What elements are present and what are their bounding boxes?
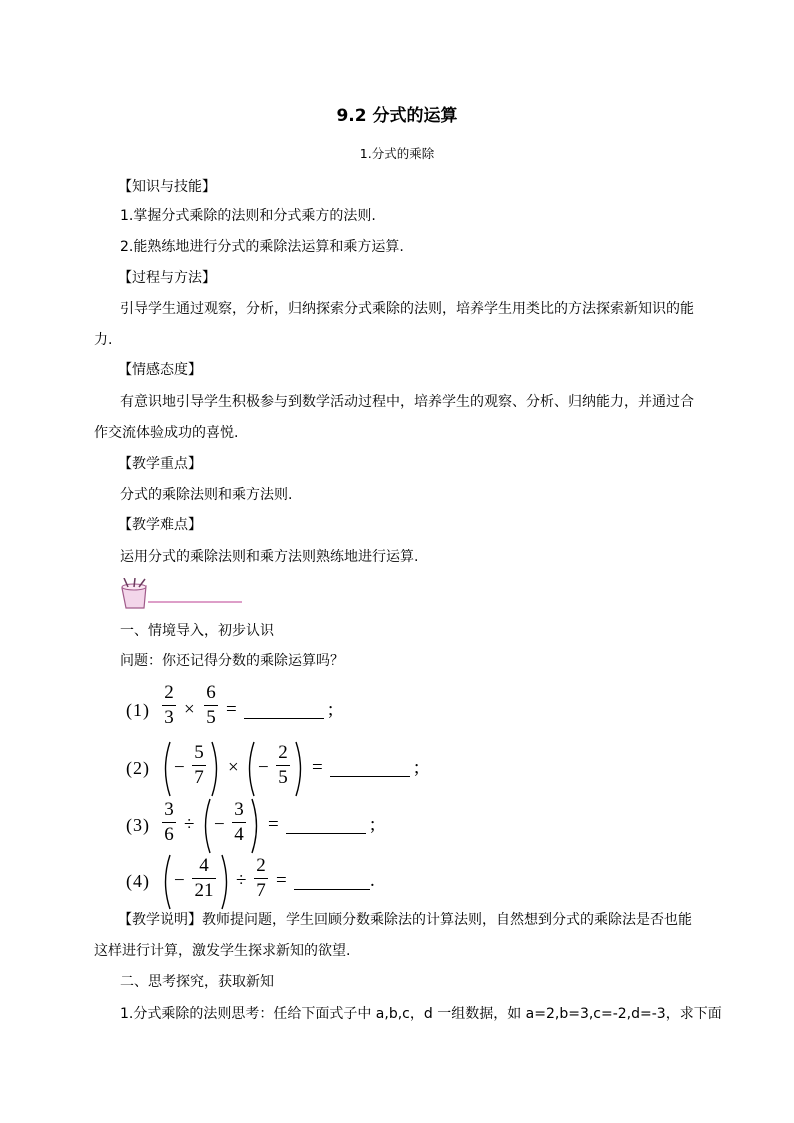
- punctuation: ;: [414, 757, 420, 778]
- equation-label: (1): [126, 700, 150, 720]
- paragraph: 1.分式乘除的法则思考：任给下面式子中 a,b,c，d 一组数据，如 a=2,b=3,c=-2,d=-3，求下面: [120, 1006, 722, 1022]
- denominator: 4: [234, 824, 244, 845]
- equation-4: [124, 853, 384, 913]
- question: 问题：你还记得分数的乘除运算吗？: [120, 653, 344, 669]
- paragraph: 作交流体验成功的喜悦.: [94, 425, 239, 441]
- section-heading: 一、情境导入，初步认识: [120, 623, 274, 639]
- operator: ÷: [184, 814, 195, 835]
- paragraph: 2.能熟练地进行分式的乘除法运算和乘方运算.: [120, 239, 404, 255]
- paragraph: 这样进行计算，激发学生探求新知的欲望.: [94, 943, 351, 959]
- equation-label: (3): [126, 815, 150, 835]
- left-paren: [244, 740, 256, 798]
- denominator: 5: [206, 707, 216, 728]
- numerator: 2: [256, 855, 266, 876]
- heading-knowledge-skills: 【知识与技能】: [118, 179, 216, 195]
- punctuation: ;: [370, 814, 376, 835]
- fraction: [232, 799, 246, 846]
- paragraph: 引导学生通过观察，分析，归纳探索分式乘除的法则，培养学生用类比的方法探索新知识的能: [120, 301, 694, 317]
- numerator: 3: [234, 799, 244, 820]
- heading-key-points: 【教学重点】: [118, 456, 202, 472]
- equation-label: (2): [126, 758, 150, 778]
- numerator: 2: [278, 742, 288, 763]
- right-paren: [210, 740, 222, 798]
- heading-attitude: 【情感态度】: [118, 362, 202, 378]
- page-title: 9.2 分式的运算: [336, 106, 458, 126]
- answer-blank: [286, 833, 366, 834]
- minus-sign: −: [258, 757, 269, 778]
- equation-3: [124, 797, 394, 857]
- heading-difficulties: 【教学难点】: [118, 517, 202, 533]
- heading-process-method: 【过程与方法】: [118, 270, 216, 286]
- section-subtitle: 1.分式的乘除: [359, 146, 435, 161]
- paragraph: 运用分式的乘除法则和乘方法则熟练地进行运算.: [120, 549, 419, 565]
- minus-sign: −: [174, 870, 185, 891]
- answer-blank: [330, 776, 410, 777]
- left-paren: [160, 853, 172, 911]
- operator: ÷: [236, 870, 247, 891]
- denominator: 3: [164, 707, 174, 728]
- denominator: 5: [278, 767, 288, 788]
- answer-blank: [294, 889, 370, 890]
- equation-label: (4): [126, 871, 150, 891]
- right-paren: [294, 740, 306, 798]
- operator: ×: [184, 699, 195, 720]
- denominator: 7: [194, 767, 204, 788]
- punctuation: ;: [328, 699, 334, 720]
- section-heading: 二、思考探究，获取新知: [120, 974, 274, 990]
- fraction: [162, 799, 176, 846]
- pen-holder-icon: [118, 578, 244, 610]
- equals: =: [312, 757, 323, 778]
- operator: ×: [228, 757, 239, 778]
- section-badge: [118, 578, 244, 610]
- paragraph: 有意识地引导学生积极参与到数学活动过程中，培养学生的观察、分析、归纳能力，并通过合: [120, 394, 694, 410]
- answer-blank: [244, 718, 324, 719]
- equation-2: [124, 740, 424, 800]
- right-paren: [220, 853, 232, 911]
- punctuation: .: [370, 870, 375, 891]
- fraction: [204, 682, 218, 729]
- paragraph: 1.掌握分式乘除的法则和分式乘方的法则.: [120, 208, 376, 224]
- equals: =: [268, 814, 279, 835]
- equation-1: [124, 682, 344, 742]
- left-paren: [160, 740, 172, 798]
- minus-sign: −: [214, 814, 225, 835]
- numerator: 4: [199, 855, 209, 876]
- left-paren: [200, 797, 212, 855]
- fraction: [254, 855, 268, 902]
- paragraph: 分式的乘除法则和乘方法则.: [120, 487, 293, 503]
- minus-sign: −: [174, 757, 185, 778]
- equals: =: [276, 870, 287, 891]
- equals: =: [226, 699, 237, 720]
- denominator: 21: [194, 880, 214, 901]
- paragraph: 力.: [94, 332, 113, 348]
- numerator: 2: [164, 682, 174, 703]
- denominator: 6: [164, 824, 174, 845]
- numerator: 5: [194, 742, 204, 763]
- denominator: 7: [256, 880, 266, 901]
- numerator: 6: [206, 682, 216, 703]
- fraction: [192, 855, 216, 902]
- fraction: [162, 682, 176, 729]
- right-paren: [250, 797, 262, 855]
- paragraph: 【教学说明】教师提问题，学生回顾分数乘除法的计算法则，自然想到分式的乘除法是否也能: [118, 912, 692, 928]
- numerator: 3: [164, 799, 174, 820]
- fraction: [276, 742, 290, 789]
- fraction: [192, 742, 206, 789]
